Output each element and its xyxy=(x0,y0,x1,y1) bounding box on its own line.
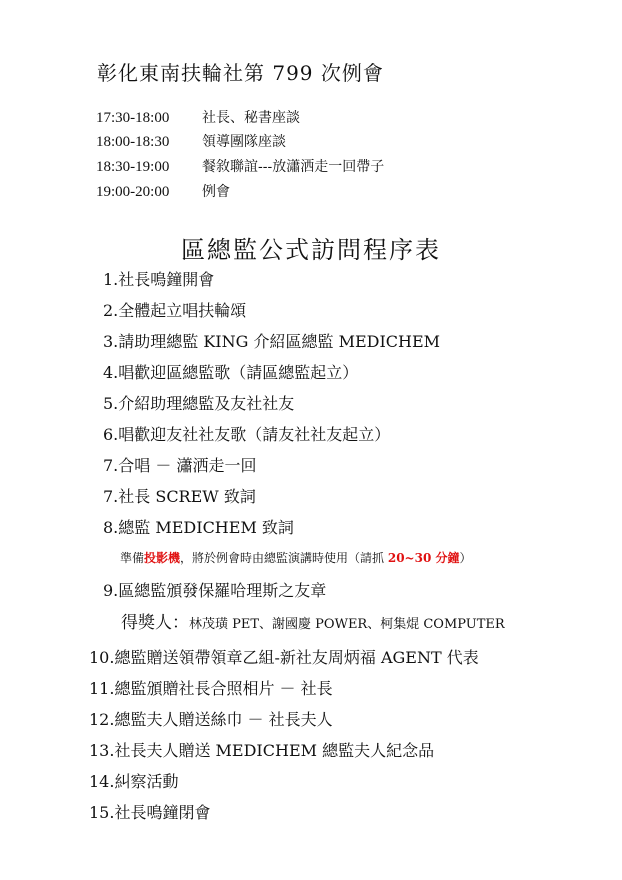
item-number: 7. xyxy=(103,487,119,506)
item-number: 13. xyxy=(89,741,115,760)
schedule-desc: 餐敘聯誼---放瀟洒走一回帶子 xyxy=(202,159,385,175)
program-item xyxy=(103,268,214,292)
item-number: 1. xyxy=(103,270,119,289)
item-number: 10. xyxy=(89,648,115,667)
program-item xyxy=(103,423,390,447)
schedule-desc: 社長、秘書座談 xyxy=(202,110,300,126)
item-number: 4. xyxy=(103,363,119,382)
note-highlight-projector: 投影機 xyxy=(144,551,181,565)
item-text: 合唱 － 瀟洒走一回 xyxy=(118,456,257,475)
program-item xyxy=(103,299,246,323)
schedule-desc: 領導團隊座談 xyxy=(202,134,286,150)
program-item xyxy=(89,708,333,732)
item-text: 糾察活動 xyxy=(114,772,179,791)
item-number: 11. xyxy=(89,679,115,698)
item-number: 14. xyxy=(89,772,115,791)
item-number: 7. xyxy=(103,456,119,475)
winners-label: 得獎人： xyxy=(121,613,189,633)
item-text: 社長鳴鐘開會 xyxy=(118,270,215,289)
schedule-row xyxy=(96,132,286,152)
winners-names: 林茂璜 PET、謝國慶 POWER、柯集焜 COMPUTER xyxy=(189,617,505,632)
item-text: 唱歡迎區總監歌（請區總監起立） xyxy=(118,363,359,382)
meeting-title: 彰化東南扶輪社第 799 次例會 xyxy=(97,61,384,85)
item-text: 唱歡迎友社社友歌（請友社社友起立） xyxy=(118,425,391,444)
program-item xyxy=(89,739,434,763)
schedule-row xyxy=(96,108,300,128)
item-text: 請助理總監 KING 介紹區總監 MEDICHEM xyxy=(118,332,441,351)
schedule-time: 18:00-18:30 xyxy=(96,134,170,150)
program-item xyxy=(103,579,326,603)
award-winners xyxy=(121,611,505,635)
item-text: 總監贈送領帶領章乙組-新社友周炳福 AGENT 代表 xyxy=(114,648,479,667)
item-text: 總監夫人贈送絲巾 － 社長夫人 xyxy=(114,710,333,729)
program-item xyxy=(103,330,440,354)
item-number: 12. xyxy=(89,710,115,729)
item-number: 2. xyxy=(103,301,119,320)
item-text: 社長 SCREW 致詞 xyxy=(118,487,256,506)
schedule-time: 18:30-19:00 xyxy=(96,159,170,175)
note-middle: ，將於例會時由總監演講時使用（請抓 xyxy=(180,551,388,565)
program-item xyxy=(103,361,358,385)
note-suffix: ） xyxy=(459,551,472,565)
note-highlight-duration: 20~30 分鐘 xyxy=(387,551,460,565)
note-prefix: 準備 xyxy=(120,551,145,565)
program-item xyxy=(89,801,210,825)
program-title: 區總監公式訪問程序表 xyxy=(181,236,441,264)
item-text: 總監 MEDICHEM 致詞 xyxy=(118,518,294,537)
item-number: 6. xyxy=(103,425,119,444)
item-number: 9. xyxy=(103,581,119,600)
item-number: 15. xyxy=(89,803,115,822)
item-number: 8. xyxy=(103,518,119,537)
program-item xyxy=(103,516,294,540)
item-text: 總監頒贈社長合照相片 － 社長 xyxy=(114,679,333,698)
program-item xyxy=(89,646,479,670)
item-number: 3. xyxy=(103,332,119,351)
schedule-time: 19:00-20:00 xyxy=(96,184,170,200)
schedule-desc: 例會 xyxy=(202,184,230,200)
item-text: 社長鳴鐘閉會 xyxy=(114,803,211,822)
schedule-row xyxy=(96,182,230,202)
program-item xyxy=(103,392,294,416)
program-item xyxy=(89,677,333,701)
program-item xyxy=(103,485,256,509)
schedule-time: 17:30-18:00 xyxy=(96,110,170,126)
program-item xyxy=(103,454,256,478)
item-text: 介紹助理總監及友社社友 xyxy=(118,394,295,413)
program-item xyxy=(89,770,178,794)
item-text: 社長夫人贈送 MEDICHEM 總監夫人紀念品 xyxy=(114,741,435,760)
schedule-row xyxy=(96,157,384,177)
item-text: 全體起立唱扶輪頌 xyxy=(118,301,247,320)
item-text: 區總監頒發保羅哈理斯之友章 xyxy=(118,581,327,600)
projector-note xyxy=(120,548,472,568)
item-number: 5. xyxy=(103,394,119,413)
